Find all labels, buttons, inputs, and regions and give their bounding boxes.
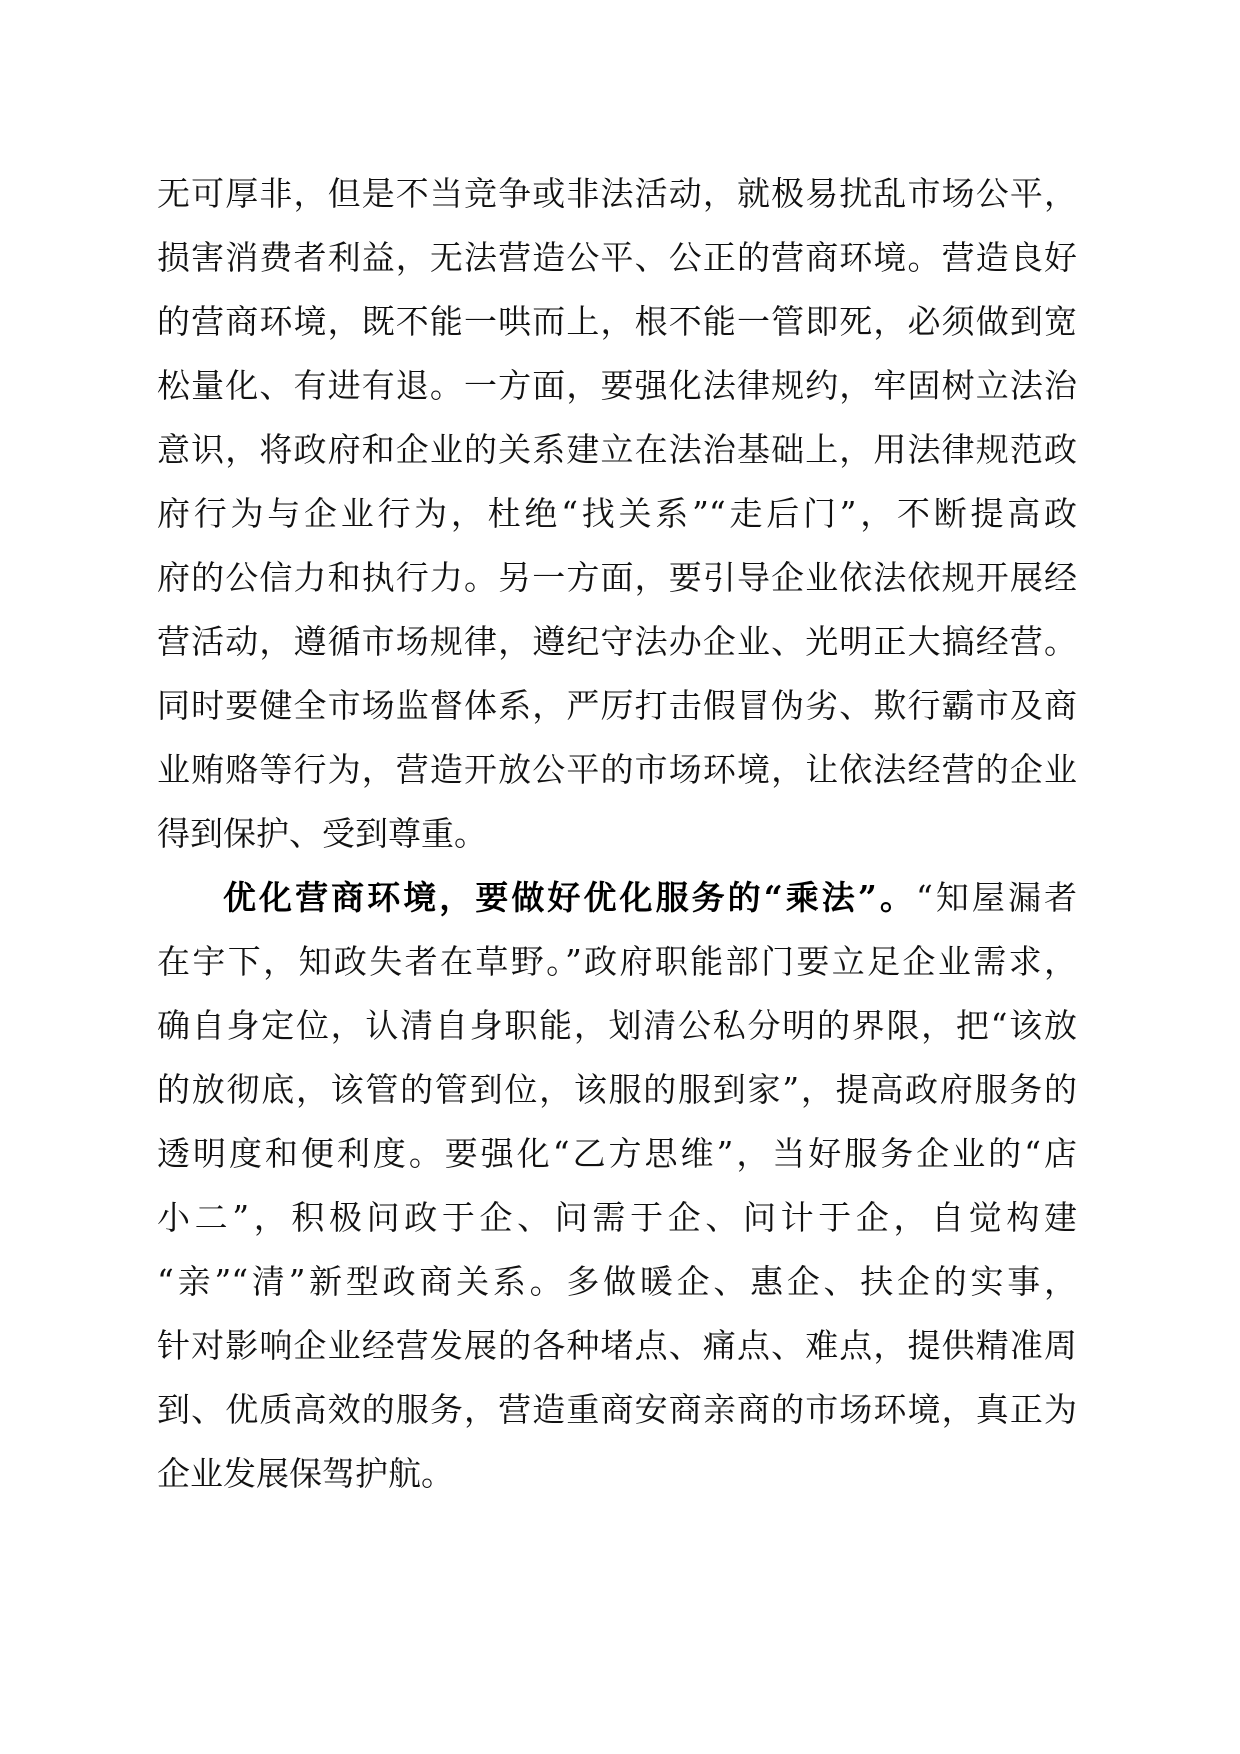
paragraph-line: 松量化、有进有退。一方面，要强化法律规约，牢固树立法治: [157, 366, 1077, 405]
paragraph-line: 确自身定位，认清自身职能，划清公私分明的界限，把“该放: [157, 1006, 1077, 1045]
paragraph-line: 企业发展保驾护航。: [157, 1454, 454, 1493]
paragraph-line: 无可厚非，但是不当竞争或非法活动，就极易扰乱市场公平，: [157, 174, 1077, 213]
paragraph-line: 针对影响企业经营发展的各种堵点、痛点、难点，提供精准周: [157, 1326, 1077, 1365]
paragraph-line: 的营商环境，既不能一哄而上，根不能一管即死，必须做到宽: [157, 302, 1077, 341]
body-text: [157, 162, 1077, 1506]
paragraph-first-line: [157, 866, 1077, 930]
paragraph-line: 府行为与企业行为，杜绝“找关系”“走后门”，不断提高政: [157, 494, 1077, 533]
paragraph-line: 营活动，遵循市场规律，遵纪守法办企业、光明正大搞经营。: [157, 622, 1077, 661]
paragraph-line: “亲”“清”新型政商关系。多做暖企、惠企、扶企的实事，: [157, 1262, 1077, 1301]
section-heading: 优化营商环境，要做好优化服务的“乘法”。: [223, 878, 916, 917]
paragraph-line: 府的公信力和执行力。另一方面，要引导企业依法依规开展经: [157, 558, 1077, 597]
paragraph-line: 业贿赂等行为，营造开放公平的市场环境，让依法经营的企业: [157, 750, 1077, 789]
paragraph-line: 损害消费者利益，无法营造公平、公正的营商环境。营造良好: [157, 238, 1077, 277]
paragraph-line: 得到保护、受到尊重。: [157, 814, 487, 853]
paragraph-line: 透明度和便利度。要强化“乙方思维”，当好服务企业的“店: [157, 1134, 1077, 1173]
paragraph-text: “知屋漏者: [915, 878, 1078, 917]
paragraph-line: 到、优质高效的服务，营造重商安商亲商的市场环境，真正为: [157, 1390, 1077, 1429]
paragraph-line: 在宇下，知政失者在草野。”政府职能部门要立足企业需求，: [157, 942, 1077, 981]
paragraph-line: 同时要健全市场监督体系，严厉打击假冒伪劣、欺行霸市及商: [157, 686, 1077, 725]
paragraph-line: 的放彻底，该管的管到位，该服的服到家”，提高政府服务的: [157, 1070, 1077, 1109]
paragraph-line: 小二”，积极问政于企、问需于企、问计于企，自觉构建: [157, 1198, 1077, 1237]
paragraph-line: 意识，将政府和企业的关系建立在法治基础上，用法律规范政: [157, 430, 1077, 469]
